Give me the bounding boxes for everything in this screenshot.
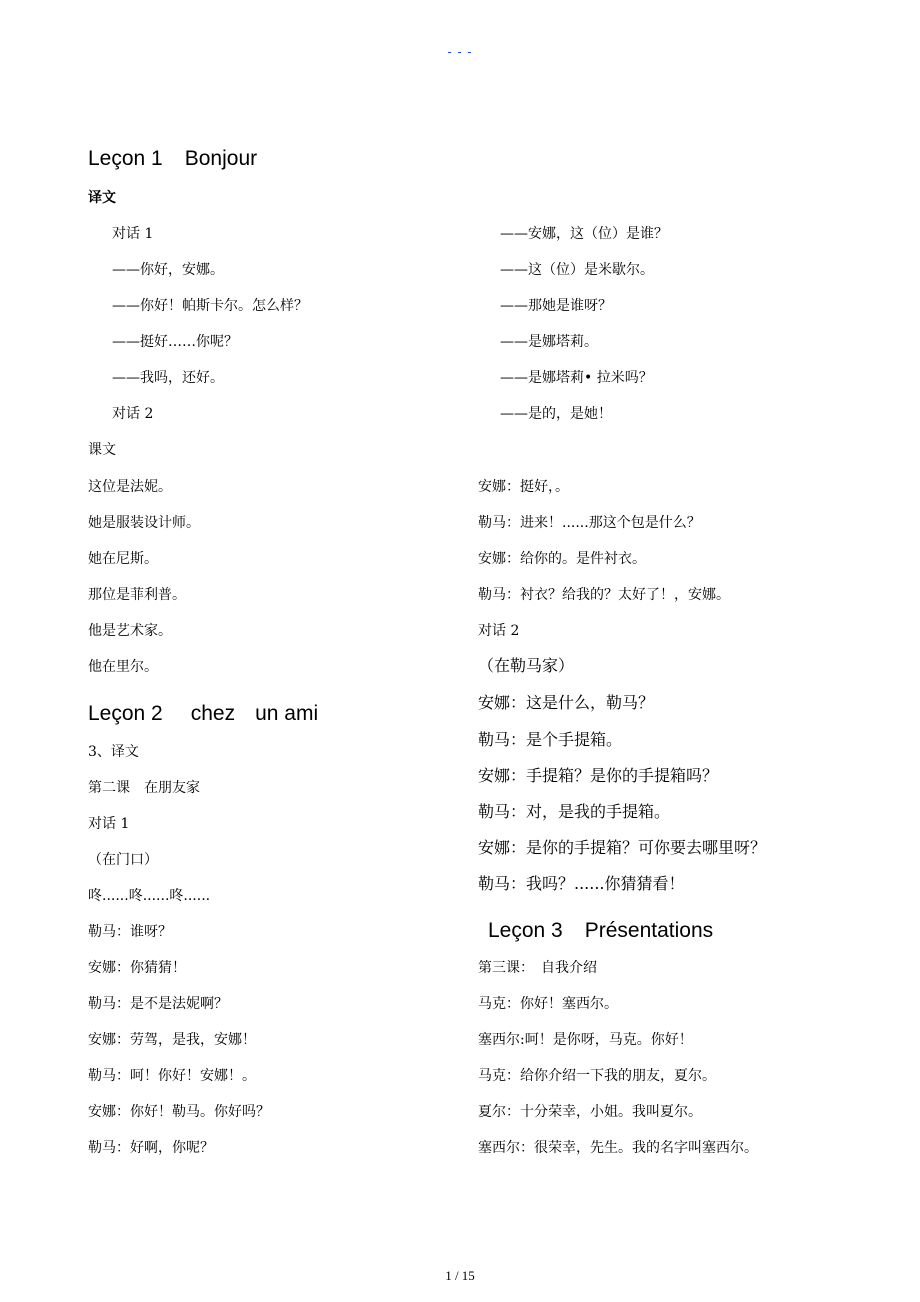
lesson-3-line: 塞西尔：很荣幸，先生。我的名字叫塞西尔。: [478, 1140, 758, 1156]
translation-heading: 译文: [88, 190, 116, 206]
lesson-2-line: 勒马：是个手提箱。: [478, 730, 623, 749]
lesson-2-line: 安娜：挺好，。: [478, 479, 569, 495]
lesson-2-line: 安娜：给你的。是件衬衣。: [478, 551, 646, 567]
lesson-3-number: Leçon 3: [488, 919, 563, 942]
text-line: 她是服装设计师。: [88, 515, 200, 531]
lesson-2-line: 3、译文: [88, 744, 139, 760]
lesson-3-line: 马克：你好！塞西尔。: [478, 996, 618, 1012]
text-line: 她在尼斯。: [88, 551, 158, 567]
dialogue-1-line: ——你好！帕斯卡尔。怎么样？: [112, 298, 308, 314]
dialogue-2-label: 对话 2: [112, 406, 154, 422]
lesson-2-line: 安娜：劳驾，是我，安娜！: [88, 1032, 256, 1048]
lesson-2-name-a: chez: [190, 702, 236, 725]
text-line: 他在里尔。: [88, 659, 158, 675]
lesson-1-name: Bonjour: [184, 147, 258, 170]
lesson-1-title: [88, 145, 257, 173]
dialogue-2-line: ——是娜塔莉。: [500, 334, 598, 350]
dialogue-1-line: ——挺好……你呢？: [112, 334, 238, 350]
lesson-2-line: 安娜：是你的手提箱？可你要去哪里呀？: [478, 838, 767, 857]
lesson-3-name: Présentations: [584, 919, 714, 942]
lesson-2-line: 勒马：衬衣？给我的？太好了！，安娜。: [478, 587, 730, 603]
lesson-2-line: 勒马：谁呀？: [88, 924, 172, 940]
text-line: 这位是法妮。: [88, 479, 172, 495]
lesson-2-line: 勒马：对，是我的手提箱。: [478, 802, 671, 821]
lesson-2-name-b: un ami: [255, 702, 319, 725]
lesson-2-line: 安娜：你好！勒马。你好吗？: [88, 1104, 270, 1120]
lesson-2-title: [88, 700, 318, 728]
dialogue-2-line: ——是娜塔莉• 拉米吗？: [500, 370, 653, 386]
lesson-2-line: （在勒马家）: [478, 656, 575, 675]
dialogue-2-line: ——安娜，这（位）是谁？: [500, 226, 668, 242]
lesson-2-line: 安娜：这是什么，勒马？: [478, 693, 655, 712]
lesson-2-line: 勒马：好啊，你呢？: [88, 1140, 214, 1156]
lesson-1-number: Leçon 1: [88, 147, 163, 170]
dialogue-2-label: 对话 2: [478, 623, 520, 639]
lesson-2-line: 勒马：是不是法妮啊？: [88, 996, 228, 1012]
lesson-3-line: 马克：给你介绍一下我的朋友，夏尔。: [478, 1068, 716, 1084]
lesson-3-line: 第三课： 自我介绍: [478, 960, 597, 976]
lesson-3-title: [488, 917, 713, 945]
lesson-2-number: Leçon 2: [88, 702, 163, 725]
lesson-3-line: 夏尔：十分荣幸，小姐。我叫夏尔。: [478, 1104, 702, 1120]
lesson-2-line: 对话 1: [88, 816, 130, 832]
page-number: 1 / 15: [445, 1268, 475, 1283]
lesson-2-line: 咚......咚......咚......: [88, 888, 211, 904]
lesson-2-line: 安娜：手提箱？是你的手提箱吗？: [478, 766, 719, 785]
lesson-2-line: 勒马：呵！你好！安娜！。: [88, 1068, 256, 1084]
dialogue-2-line: ——是的，是她！: [500, 406, 612, 422]
text-line: 那位是菲利普。: [88, 587, 186, 603]
header-mark: - - -: [447, 44, 473, 59]
lesson-2-line: 勒马：我吗？......你猜猜看！: [478, 874, 685, 893]
text-heading: 课文: [88, 442, 116, 458]
text-line: 他是艺术家。: [88, 623, 172, 639]
lesson-2-line: （在门口）: [88, 852, 158, 868]
lesson-3-line: 塞西尔:呵！是你呀，马克。你好！: [478, 1032, 693, 1048]
dialogue-2-line: ——那她是谁呀？: [500, 298, 612, 314]
dialogue-1-label: 对话 1: [112, 226, 154, 242]
lesson-2-line: 安娜：你猜猜！: [88, 960, 186, 976]
lesson-2-line: 勒马：进来！......那这个包是什么？: [478, 515, 701, 531]
lesson-2-line: 第二课 在朋友家: [88, 780, 200, 796]
dialogue-1-line: ——我吗，还好。: [112, 370, 224, 386]
dialogue-2-line: ——这（位）是米歇尔。: [500, 262, 654, 278]
dialogue-1-line: ——你好，安娜。: [112, 262, 224, 278]
